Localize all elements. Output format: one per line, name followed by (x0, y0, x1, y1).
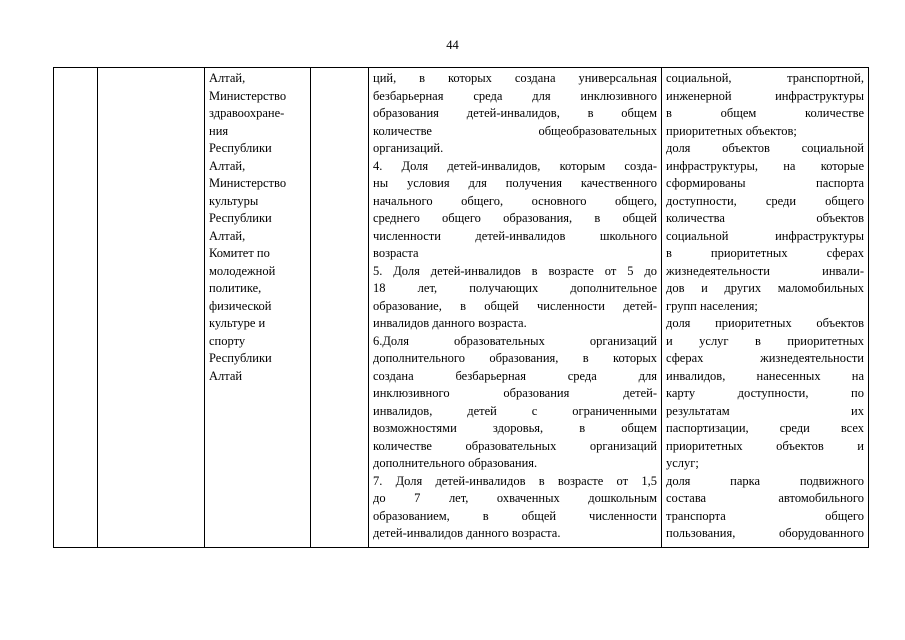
text-line: инвалидов данного возраста. (373, 316, 527, 330)
text-line: Республики (209, 211, 272, 225)
text-line: детей-инвалидов данного возраста. (373, 526, 561, 540)
text-line: паспортизации, среди всех (666, 421, 864, 435)
text-line: дов и других маломобильных (666, 281, 864, 295)
text-line: пользования, оборудованного (666, 526, 864, 540)
text-line: социальной инфраструктуры (666, 228, 864, 243)
text-line: групп населения; (666, 298, 758, 313)
text-line: культуре и (209, 316, 266, 330)
text-line: образования детей-инвалидов, в общем (373, 106, 657, 120)
text-line: доступности, среди общего (666, 193, 864, 208)
text-line: социальной, транспортной, (666, 71, 864, 85)
text-line: создана безбарьерная среда для (373, 368, 657, 383)
text-line: возможностями здоровья, в общем (373, 421, 657, 435)
program-table (53, 67, 869, 548)
cell-results-indicators (662, 68, 869, 548)
text-line: доля объектов социальной (666, 141, 864, 155)
text-line: в общем количестве (666, 106, 864, 120)
text-line: 6.Доля образовательных организаций (373, 333, 657, 348)
text-line: и услуг в приоритетных (666, 333, 864, 348)
text-line: количестве образовательных организаций (373, 438, 657, 453)
text-line: среднего общего образования, в общей (373, 211, 657, 225)
cell-target-indicators (369, 68, 662, 548)
text-line: Алтай, (209, 71, 246, 85)
text-line: Республики (209, 141, 272, 155)
text-line: дополнительного образования, в которых (373, 351, 657, 365)
text-line: политике, (209, 281, 262, 295)
text-line: транспорта общего (666, 508, 864, 523)
text-line: здравоохране- (209, 106, 285, 120)
text-line: безбарьерная среда для инклюзивного (373, 88, 657, 103)
text-line: физической (209, 298, 272, 313)
text-line: инженерной инфраструктуры (666, 88, 864, 103)
text-line: Комитет по (209, 246, 270, 260)
text-line: культуры (209, 193, 259, 208)
text-line: до 7 лет, охваченных дошкольным (373, 491, 657, 505)
cell-col-2 (98, 68, 205, 548)
text-line: состава автомобильного (666, 491, 864, 505)
text-line: 4. Доля детей-инвалидов, которым созда- (373, 158, 657, 173)
text-line: жизнедеятельности инвали- (666, 263, 864, 278)
page-number: 44 (446, 38, 459, 52)
text-line: численности детей-инвалидов школьного (373, 228, 657, 243)
table-row (54, 68, 869, 548)
cell-col-4 (311, 68, 369, 548)
text-line: дополнительного образования. (373, 456, 538, 470)
text-line: Алтай, (209, 228, 246, 243)
text-line: приоритетных объектов и (666, 438, 864, 453)
text-line: Министерство (209, 176, 287, 190)
text-line: возраста (373, 246, 419, 260)
text-line: Алтай (209, 368, 243, 383)
text-line: количества объектов (666, 211, 864, 225)
text-line: доля парка подвижного (666, 473, 864, 488)
text-line: инвалидов, детей с ограниченными (373, 403, 657, 418)
text-line: инвалидов, нанесенных на (666, 368, 864, 383)
text-line: начального общего, основного общего, (373, 193, 657, 208)
text-line: результатам их (666, 403, 864, 418)
text-line: 18 лет, получающих дополнительное (373, 281, 657, 295)
text-line: образование, в общей численности детей- (373, 298, 657, 313)
text-line: Республики (209, 351, 272, 365)
text-line: в приоритетных сферах (666, 246, 864, 260)
text-line: инфраструктуры, на которые (666, 158, 864, 173)
text-line: Алтай, (209, 158, 246, 173)
cell-col-1 (54, 68, 98, 548)
text-line: 7. Доля детей-инвалидов в возрасте от 1,5 (373, 473, 657, 488)
text-line: молодежной (209, 263, 276, 278)
text-line: сформированы паспорта (666, 176, 864, 190)
text-line: ны условия для получения качественного (373, 176, 657, 190)
text-line: количестве общеобразовательных (373, 123, 657, 138)
text-line: инклюзивного образования детей- (373, 386, 657, 400)
text-line: организаций. (373, 141, 444, 155)
text-line: карту доступности, по (666, 386, 864, 400)
text-line: приоритетных объектов; (666, 123, 797, 138)
text-line: доля приоритетных объектов (666, 316, 864, 330)
text-line: Министерство (209, 88, 287, 103)
cell-responsible-executors (205, 68, 311, 548)
text-line: ния (209, 123, 229, 138)
text-line: услуг; (666, 456, 699, 470)
text-line: образованием, в общей численности (373, 508, 657, 523)
text-line: ций, в которых создана универсальная (373, 71, 657, 85)
text-line: спорту (209, 333, 246, 348)
text-line: 5. Доля детей-инвалидов в возрасте от 5 до (373, 263, 657, 278)
text-line: сферах жизнедеятельности (666, 351, 864, 365)
